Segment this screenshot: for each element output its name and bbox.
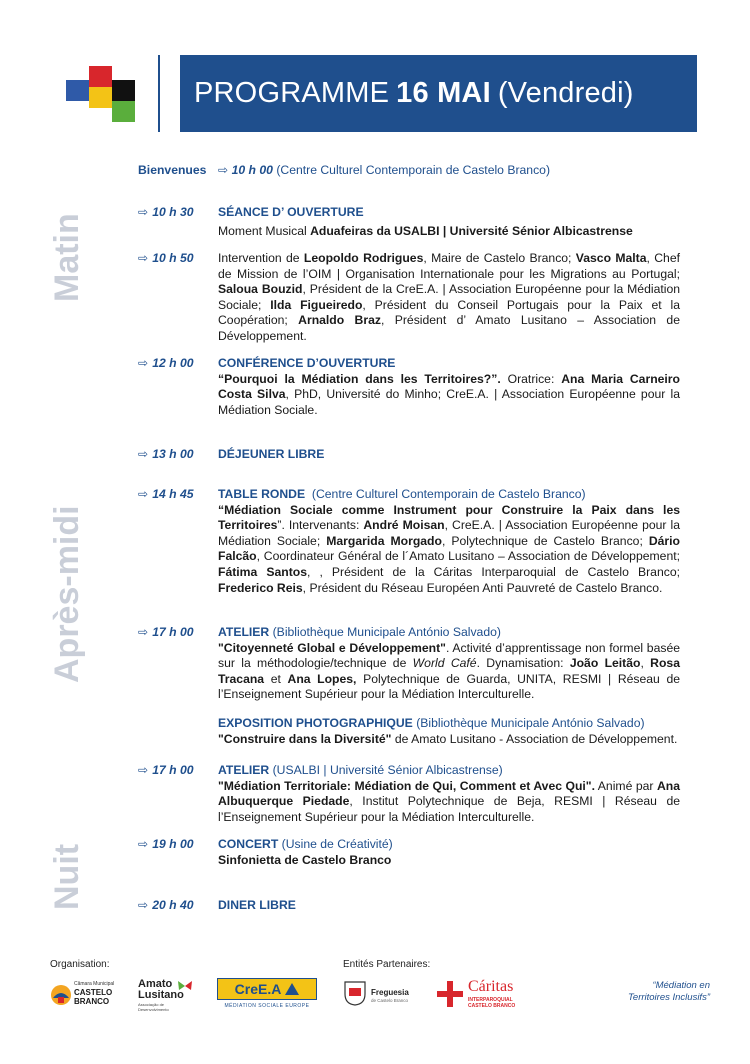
schedule-time: ⇨ 10 h 30: [138, 205, 194, 219]
schedule-time: ⇨ 17 h 00: [138, 763, 194, 777]
logo-square-red: [89, 66, 112, 87]
schedule-location: (Bibliothèque Municipale António Salvado): [416, 716, 645, 730]
schedule-heading: CONFÉRENCE D’OUVERTURE: [218, 356, 396, 370]
schedule-heading: CONCERT: [218, 837, 279, 851]
schedule-location: (Usine de Créativité): [281, 837, 393, 851]
schedule-content: ATELIER (USALBI | Université Sénior Albicastrense) "Médiation Territoriale: Médiation de Qui, Comment et Avec Qui". Animé par Ana Albuquerque Piedade, Institut Polytechnique de Beja, RESMI | Réseau de l’Enseignement Supérieur pour la Médiation Interculturelle.: [218, 763, 680, 824]
welcome-hour: 10 h 00: [231, 163, 273, 177]
section-label-nuit: Nuit: [48, 843, 86, 910]
schedule-heading: DÉJEUNER LIBRE: [218, 447, 325, 461]
schedule-time: ⇨ 19 h 00: [138, 837, 194, 851]
freguesia-logo: Freguesia de Castelo Branco: [343, 978, 423, 1012]
arrow-icon: ⇨: [138, 487, 149, 501]
schedule-content: [218, 898, 680, 914]
arrow-icon: ⇨: [138, 251, 149, 265]
butterfly-icon: [176, 980, 194, 992]
schedule-heading: EXPOSITION PHOTOGRAPHIQUE: [218, 716, 413, 730]
welcome-label: Bienvenues: [138, 163, 207, 177]
arrow-icon: ⇨: [218, 163, 229, 177]
page-title: [180, 55, 697, 132]
creea-logo: CreE.A MÉDIATION SOCIALE EUROPE: [217, 978, 317, 1012]
schedule-location: (Bibliothèque Municipale António Salvado): [272, 625, 501, 639]
freguesia-crest-icon: [343, 980, 367, 1006]
organisation-label: Organisation:: [50, 959, 110, 970]
schedule-time: ⇨ 14 h 45: [138, 487, 194, 501]
schedule-content: [218, 447, 680, 463]
logo-square-black: [112, 80, 135, 101]
schedule-content: CONFÉRENCE D’OUVERTURE “Pourquoi la Médiation dans les Territoires?”. Oratrice: Ana Maria Carneiro Costa Silva, PhD, Université do Minho; CreE.A. | Association Européenne pour la Médiation Sociale.: [218, 356, 680, 417]
title-divider: [158, 55, 160, 132]
section-label-apres-midi: Après-midi: [48, 505, 86, 683]
schedule-content: EXPOSITION PHOTOGRAPHIQUE (Bibliothèque Municipale António Salvado) "Construire dans la Diversité" de Amato Lusitano - Association de Développement.: [218, 716, 678, 746]
arrow-icon: ⇨: [138, 763, 149, 777]
schedule-location: (Centre Culturel Contemporain de Castelo Branco): [311, 487, 586, 501]
welcome-time: [218, 163, 550, 177]
arrow-icon: ⇨: [138, 447, 149, 461]
schedule-content: TABLE RONDE (Centre Culturel Contemporain de Castelo Branco) “Médiation Sociale comme Instrument pour Construire la Paix dans les Territoires”. Intervenants: André Moisan, CreE.A. | Association Européenne pour la Médiation Sociale; Margarida Morgado, Polytechnique de Castelo Branco; Dário Falcão, Coordinateur Général de l´Amato Lusitano – Association de Développement; Fátima Santos, , Président de la Cáritas Interparoquial de Castelo Branco; Frederico Reis, Président du Réseau Européen Anti Pauvreté de Castelo Branco.: [218, 487, 680, 595]
program-logo: [66, 66, 136, 126]
logo-square-blue: [66, 80, 89, 101]
schedule-content: CONCERT (Usine de Créativité) Sinfonietta de Castelo Branco: [218, 837, 393, 867]
caritas-cross-icon: [436, 980, 464, 1008]
amato-lusitano-logo: Amato Lusitano Associação de Desenvolvimento: [138, 978, 198, 1012]
partners-label: Entités Partenaires:: [343, 959, 431, 970]
arrow-icon: ⇨: [138, 356, 149, 370]
schedule-time: ⇨ 12 h 00: [138, 356, 194, 370]
arrow-icon: ⇨: [138, 898, 149, 912]
schedule-content: SÉANCE D’ OUVERTURE Moment Musical Aduafeiras da USALBI | Université Sénior Albicastrense: [218, 205, 680, 239]
castelo-branco-logo: Câmara Municipal CASTELO BRANCO: [50, 978, 120, 1012]
schedule-heading: SÉANCE D’ OUVERTURE: [218, 205, 364, 219]
schedule-time: ⇨ 10 h 50: [138, 251, 194, 265]
caritas-logo: Cáritas INTERPAROQUIAL CASTELO BRANCO: [436, 978, 531, 1012]
schedule-time: ⇨ 17 h 00: [138, 625, 194, 639]
schedule-heading: TABLE RONDE: [218, 487, 306, 501]
castelo-branco-emblem-icon: [50, 984, 72, 1006]
title-day: (Vendredi): [497, 77, 634, 109]
logo-square-yellow: [89, 87, 112, 108]
schedule-heading: DINER LIBRE: [218, 898, 296, 912]
schedule-location: (USALBI | Université Sénior Albicastrense): [272, 763, 503, 777]
arrow-icon: ⇨: [138, 837, 149, 851]
schedule-time: ⇨ 13 h 00: [138, 447, 194, 461]
creea-triangle-icon: [285, 983, 299, 995]
schedule-content: Intervention de Leopoldo Rodrigues, Maire de Castelo Branco; Vasco Malta, Chef de Mission de l’OIM | Organisation Internationale pour les Migrations au Portugal; Saloua Bouzid, Président de la CreE.A. | Association Européenne pour la Médiation Sociale; Ilda Figueiredo, Président du Conseil Portugais pour la Paix et la Coopération; Arnaldo Braz, Président d’ Amato Lusitano – Association de Développement.: [218, 251, 680, 343]
welcome-place: (Centre Culturel Contemporain de Castelo Branco): [276, 163, 551, 177]
schedule-content: ATELIER (Bibliothèque Municipale António Salvado) "Citoyenneté Global e Développement". Activité d’apprentissage non formel basée sur la méthodologie/technique de World Café. Dynamisation: João Leitão, Rosa Tracana et Ana Lopes, Polytechnique de Guarda, UNITA, RESMI | Réseau de l’Enseignement Supérieur pour la Médiation Interculturelle.: [218, 625, 681, 702]
schedule-heading: ATELIER: [218, 763, 270, 777]
arrow-icon: ⇨: [138, 625, 149, 639]
section-label-matin: Matin: [48, 213, 86, 302]
title-date: 16 MAI: [396, 77, 491, 109]
arrow-icon: ⇨: [138, 205, 149, 219]
logo-square-green: [112, 101, 135, 122]
schedule-heading: ATELIER: [218, 625, 270, 639]
schedule-time: ⇨ 20 h 40: [138, 898, 194, 912]
slogan: “Médiation en Territoires Inclusifs”: [627, 980, 710, 1003]
title-pre: PROGRAMME: [194, 77, 390, 109]
